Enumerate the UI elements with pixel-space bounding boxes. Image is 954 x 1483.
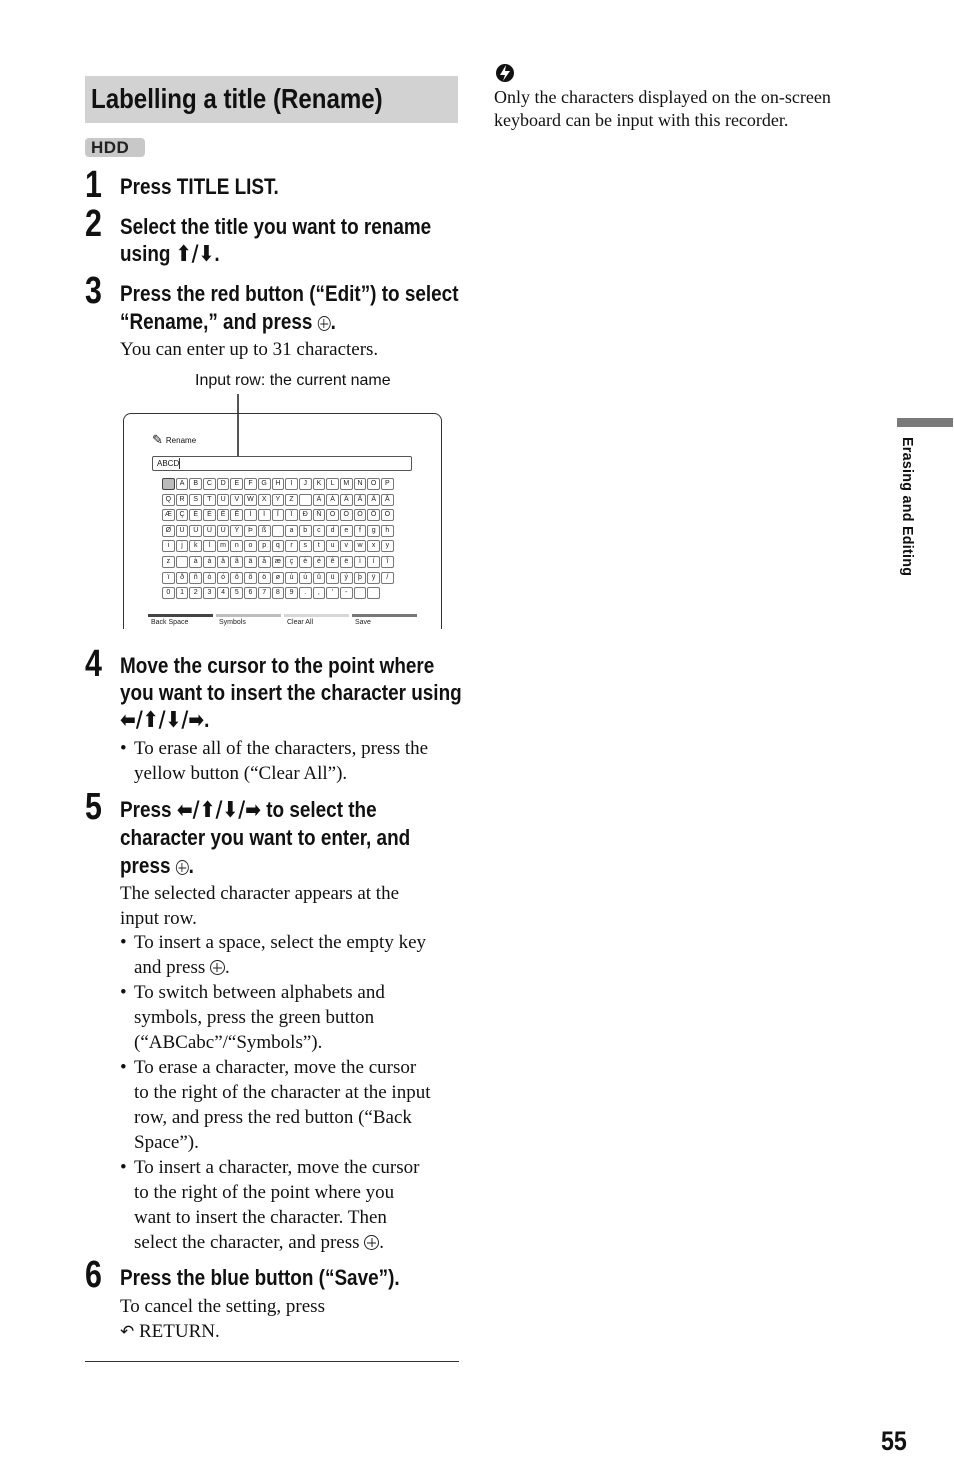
keyboard-key[interactable]: ù bbox=[285, 572, 298, 584]
keyboard-key[interactable]: Ê bbox=[217, 509, 230, 521]
step-4-line-1: Move the cursor to the point where bbox=[120, 653, 435, 678]
hdd-badge bbox=[85, 138, 145, 157]
keyboard-key[interactable]: X bbox=[258, 494, 271, 506]
keyboard-key[interactable]: Q bbox=[162, 494, 175, 506]
bullet-line: To erase a character, move the cursor bbox=[134, 1057, 417, 1078]
step-3-body: You can enter up to 31 characters. bbox=[120, 339, 379, 360]
keyboard-key[interactable]: T bbox=[203, 494, 216, 506]
keyboard-key[interactable]: c bbox=[313, 525, 326, 537]
keyboard-key[interactable]: Ë bbox=[230, 509, 243, 521]
bullet-line: (“ABCabc”/“Symbols”). bbox=[134, 1032, 323, 1053]
step-5-press: Press bbox=[120, 797, 172, 822]
keyboard-key[interactable]: Ô bbox=[354, 509, 367, 521]
keyboard-key[interactable]: 6 bbox=[244, 587, 257, 599]
keyboard-key[interactable]: s bbox=[299, 540, 312, 552]
keyboard-key[interactable]: Z bbox=[285, 494, 298, 506]
enter-button-icon bbox=[176, 860, 189, 875]
keyboard-key[interactable]: ñ bbox=[189, 572, 202, 584]
keyboard-key[interactable]: 1 bbox=[176, 587, 189, 599]
color-button-bar bbox=[284, 614, 349, 617]
return-icon: ↶ bbox=[120, 1322, 135, 1342]
bullet-line: Space”). bbox=[134, 1132, 199, 1153]
keyboard-key[interactable]: r bbox=[285, 540, 298, 552]
keyboard-key[interactable]: O bbox=[367, 478, 380, 490]
keyboard-key[interactable]: â bbox=[217, 556, 230, 568]
step-6-text: Press the blue button (“Save”). bbox=[120, 1265, 400, 1290]
keyboard-row bbox=[162, 587, 380, 599]
keyboard-key[interactable]: Õ bbox=[367, 509, 380, 521]
keyboard-key[interactable] bbox=[176, 556, 189, 568]
keyboard-key[interactable]: È bbox=[189, 509, 202, 521]
color-button-label: Clear All bbox=[287, 619, 314, 626]
step-2-line-2: using ⬆/⬇. bbox=[120, 241, 220, 267]
direction-arrows-icon: ⬅/⬆/⬇/➡ bbox=[120, 708, 205, 733]
step-5-bullet-1: • To insert a space, select the empty key and press . bbox=[120, 930, 465, 980]
keyboard-key[interactable]: v bbox=[340, 540, 353, 552]
keyboard-key[interactable]: a bbox=[285, 525, 298, 537]
direction-arrows-icon: ⬅/⬆/⬇/➡ bbox=[176, 798, 261, 823]
keyboard-key[interactable]: ß bbox=[258, 525, 271, 537]
keyboard-key[interactable]: C bbox=[203, 478, 216, 490]
keyboard-key[interactable]: u bbox=[326, 540, 339, 552]
keyboard-key[interactable]: í bbox=[367, 556, 380, 568]
keyboard-key[interactable]: Ø bbox=[162, 525, 175, 537]
keyboard-key[interactable] bbox=[367, 587, 380, 599]
step-3-and-press: “Rename,” and press bbox=[120, 309, 313, 334]
color-button-label: Back Space bbox=[151, 619, 189, 626]
keyboard-key[interactable]: Ò bbox=[326, 509, 339, 521]
keyboard-key[interactable]: ý bbox=[340, 572, 353, 584]
step-2-line-1: Select the title you want to rename bbox=[120, 214, 432, 239]
keyboard-key[interactable]: 4 bbox=[217, 587, 230, 599]
keyboard-key[interactable]: f bbox=[354, 525, 367, 537]
step-4-number: 4 bbox=[85, 643, 102, 685]
keyboard-key[interactable]: ê bbox=[326, 556, 339, 568]
keyboard-key[interactable]: l bbox=[203, 540, 216, 552]
keyboard-key[interactable]: j bbox=[176, 540, 189, 552]
color-button-label: Symbols bbox=[219, 619, 246, 626]
step-6-number: 6 bbox=[85, 1254, 102, 1296]
keyboard-key[interactable]: N bbox=[354, 478, 367, 490]
keyboard-key[interactable]: õ bbox=[244, 572, 257, 584]
step-5-press-2: press bbox=[120, 853, 171, 878]
keyboard-key[interactable]: 5 bbox=[230, 587, 243, 599]
keyboard-key[interactable]: á bbox=[203, 556, 216, 568]
bullet-line: want to insert the character. Then bbox=[134, 1207, 387, 1228]
bullet-line: row, and press the red button (“Back bbox=[134, 1107, 412, 1128]
step-3-line-1: Press the red button (“Edit”) to select bbox=[120, 281, 459, 306]
keyboard-row bbox=[162, 509, 394, 521]
tip-line: Only the characters displayed on the on-screen bbox=[494, 87, 831, 107]
keyboard-key[interactable]: Ü bbox=[217, 525, 230, 537]
tip-text bbox=[494, 86, 831, 132]
keyboard-key[interactable]: H bbox=[272, 478, 285, 490]
tip-line: keyboard can be input with this recorder. bbox=[494, 110, 789, 130]
keyboard-key[interactable]: Ç bbox=[176, 509, 189, 521]
keyboard-key[interactable]: î bbox=[381, 556, 394, 568]
keyboard-key[interactable]: Ó bbox=[340, 509, 353, 521]
keyboard-key[interactable]: 9 bbox=[285, 587, 298, 599]
step-2-using: using bbox=[120, 241, 171, 266]
step-2-number: 2 bbox=[85, 203, 102, 245]
input-row[interactable] bbox=[152, 456, 412, 471]
keyboard-key[interactable]: Ý bbox=[230, 525, 243, 537]
step-5-bullet-3: • To erase a character, move the cursor to the right of the character at the input row, and press the red button (“Back Space”). bbox=[120, 1055, 465, 1155]
keyboard-key[interactable]: P bbox=[381, 478, 394, 490]
keyboard-key[interactable]: h bbox=[381, 525, 394, 537]
keyboard-key[interactable]: A bbox=[176, 478, 189, 490]
keyboard-key[interactable]: Ð bbox=[299, 509, 312, 521]
keyboard-key[interactable]: e bbox=[340, 525, 353, 537]
step-5-line-1 bbox=[120, 796, 377, 825]
keyboard-key[interactable]: ï bbox=[162, 572, 175, 584]
keyboard-key[interactable]: i bbox=[162, 540, 175, 552]
step-5-number: 5 bbox=[85, 786, 102, 828]
keyboard-key[interactable]: ô bbox=[230, 572, 243, 584]
keyboard-key[interactable]: m bbox=[217, 540, 230, 552]
keyboard-key[interactable]: ã bbox=[230, 556, 243, 568]
color-button-bar bbox=[148, 614, 213, 617]
keyboard-key[interactable]: Þ bbox=[244, 525, 257, 537]
keyboard-key[interactable]: Í bbox=[258, 509, 271, 521]
keyboard-key[interactable]: q bbox=[272, 540, 285, 552]
keyboard-key[interactable]: , bbox=[313, 587, 326, 599]
keyboard-row bbox=[162, 494, 394, 506]
keyboard-key[interactable]: F bbox=[244, 478, 257, 490]
keyboard-key[interactable]: ' bbox=[326, 587, 339, 599]
keyboard-key[interactable] bbox=[162, 478, 175, 490]
keyboard-key[interactable]: ä bbox=[244, 556, 257, 568]
keyboard-key[interactable]: à bbox=[189, 556, 202, 568]
step-1-text: Press TITLE LIST. bbox=[120, 174, 279, 199]
bullet-line: To switch between alphabets and bbox=[134, 982, 385, 1003]
keyboard-key[interactable]: L bbox=[326, 478, 339, 490]
keyboard-key[interactable]: å bbox=[258, 556, 271, 568]
keyboard-key[interactable]: - bbox=[340, 587, 353, 599]
keyboard-key[interactable]: n bbox=[230, 540, 243, 552]
keyboard-row bbox=[162, 478, 394, 490]
keyboard-key[interactable]: y bbox=[381, 540, 394, 552]
keyboard-row bbox=[162, 572, 394, 584]
keyboard-key[interactable]: Ã bbox=[354, 494, 367, 506]
step-6-body-1: To cancel the setting, press bbox=[120, 1296, 325, 1317]
keyboard-key[interactable]: ò bbox=[203, 572, 216, 584]
step-4-bullet: • To erase all of the characters, press the yellow button (“Clear All”). bbox=[120, 736, 465, 786]
keyboard-key[interactable]: þ bbox=[354, 572, 367, 584]
keyboard-key[interactable]: z bbox=[162, 556, 175, 568]
keyboard-key[interactable] bbox=[272, 525, 285, 537]
keyboard-key[interactable]: U bbox=[217, 494, 230, 506]
color-button-label: Save bbox=[355, 619, 371, 626]
rename-header-label: Rename bbox=[165, 435, 197, 445]
color-button[interactable] bbox=[284, 614, 349, 626]
step-3-line-2: “Rename,” and press . bbox=[120, 309, 336, 334]
section-rule bbox=[85, 1361, 459, 1362]
keyboard-key[interactable]: Û bbox=[203, 525, 216, 537]
section-title-bar bbox=[85, 76, 458, 123]
step-5-bullet-4: • To insert a character, move the cursor to the right of the point where you want to insert the character. Then select the character, and press . bbox=[120, 1155, 465, 1255]
bullet-line: To insert a space, select the empty key bbox=[134, 932, 427, 953]
keyboard-key[interactable]: ö bbox=[258, 572, 271, 584]
keyboard-key[interactable]: Á bbox=[326, 494, 339, 506]
color-button-bar bbox=[216, 614, 281, 617]
keyboard-key[interactable]: Â bbox=[340, 494, 353, 506]
keyboard-key[interactable]: æ bbox=[272, 556, 285, 568]
enter-button-icon bbox=[364, 1235, 379, 1250]
keyboard-row bbox=[162, 525, 394, 537]
keyboard-key[interactable]: ó bbox=[217, 572, 230, 584]
bullet-line: to the right of the point where you bbox=[134, 1182, 395, 1203]
step-5-line-3: press . bbox=[120, 853, 194, 878]
keyboard-key[interactable]: ç bbox=[285, 556, 298, 568]
keyboard-key[interactable]: Å bbox=[381, 494, 394, 506]
keyboard-key[interactable]: Ì bbox=[244, 509, 257, 521]
keyboard-key[interactable]: V bbox=[230, 494, 243, 506]
side-tab-bar bbox=[897, 418, 953, 427]
color-button[interactable] bbox=[352, 614, 417, 626]
step-3-number: 3 bbox=[85, 270, 102, 312]
keyboard-key[interactable]: . bbox=[299, 587, 312, 599]
bullet-line: select the character, and press bbox=[134, 1232, 360, 1253]
keyboard-key[interactable]: ë bbox=[340, 556, 353, 568]
keyboard-key[interactable]: ø bbox=[272, 572, 285, 584]
keyboard-key[interactable]: o bbox=[244, 540, 257, 552]
keyboard-key[interactable]: g bbox=[367, 525, 380, 537]
keyboard-row bbox=[162, 540, 394, 552]
keyboard-key[interactable]: ÿ bbox=[367, 572, 380, 584]
keyboard-key[interactable]: B bbox=[189, 478, 202, 490]
keyboard-key[interactable]: J bbox=[299, 478, 312, 490]
bullet-line: and press bbox=[134, 957, 206, 978]
keyboard-key[interactable]: é bbox=[313, 556, 326, 568]
keyboard-key[interactable]: Ù bbox=[176, 525, 189, 537]
side-tab-label: Erasing and Editing bbox=[899, 437, 916, 577]
keyboard-key[interactable]: t bbox=[313, 540, 326, 552]
keyboard-key[interactable]: S bbox=[189, 494, 202, 506]
keyboard-key[interactable]: ü bbox=[326, 572, 339, 584]
keyboard-key[interactable]: Ö bbox=[381, 509, 394, 521]
step-4-line-2: you want to insert the character using bbox=[120, 680, 462, 705]
keyboard-key[interactable]: ð bbox=[176, 572, 189, 584]
bullet-line: To insert a character, move the cursor bbox=[134, 1157, 420, 1178]
color-button[interactable] bbox=[216, 614, 281, 626]
keyboard-key[interactable]: R bbox=[176, 494, 189, 506]
color-button-bar bbox=[352, 614, 417, 617]
keyboard-key[interactable]: è bbox=[299, 556, 312, 568]
rename-screen bbox=[123, 413, 442, 629]
keyboard-key[interactable]: k bbox=[189, 540, 202, 552]
keyboard-key[interactable]: ú bbox=[299, 572, 312, 584]
keyboard-key[interactable]: G bbox=[258, 478, 271, 490]
keyboard-key[interactable]: x bbox=[367, 540, 380, 552]
keyboard-key[interactable]: Î bbox=[272, 509, 285, 521]
keyboard-key[interactable]: û bbox=[313, 572, 326, 584]
keyboard-key[interactable]: 3 bbox=[203, 587, 216, 599]
tip-icon bbox=[494, 62, 516, 89]
return-label: RETURN. bbox=[139, 1321, 220, 1342]
color-button[interactable] bbox=[148, 614, 213, 626]
keyboard-key[interactable]: M bbox=[340, 478, 353, 490]
enter-button-icon bbox=[210, 960, 225, 975]
enter-button-icon bbox=[318, 316, 331, 331]
bullet-line: yellow button (“Clear All”). bbox=[134, 763, 348, 784]
step-5-bullet-2: • To switch between alphabets and symbols, press the green button (“ABCabc”/“Symbols”). bbox=[120, 980, 465, 1055]
keyboard-key[interactable]: É bbox=[203, 509, 216, 521]
section-title: Labelling a title (Rename) bbox=[91, 83, 383, 114]
step-5-body-2: input row. bbox=[120, 908, 197, 929]
keyboard-key[interactable]: D bbox=[217, 478, 230, 490]
bullet-line: To erase all of the characters, press the bbox=[134, 738, 429, 759]
keyboard-key[interactable]: 8 bbox=[272, 587, 285, 599]
keyboard-key[interactable]: À bbox=[313, 494, 326, 506]
keyboard-key[interactable] bbox=[299, 494, 312, 506]
keyboard-key[interactable]: K bbox=[313, 478, 326, 490]
keyboard-key[interactable]: Y bbox=[272, 494, 285, 506]
keyboard-key[interactable]: W bbox=[244, 494, 257, 506]
hdd-badge-label: HDD bbox=[91, 138, 130, 157]
keyboard-key[interactable]: 2 bbox=[189, 587, 202, 599]
figure-callout: Input row: the current name bbox=[195, 372, 391, 389]
keyboard-key[interactable]: Ä bbox=[367, 494, 380, 506]
bullet-line: to the right of the character at the input bbox=[134, 1082, 431, 1103]
pencil-icon: ✎ bbox=[152, 432, 163, 447]
keyboard-key[interactable]: Ï bbox=[285, 509, 298, 521]
bullet-line: symbols, press the green button bbox=[134, 1007, 375, 1028]
page-number: 55 bbox=[881, 1426, 907, 1456]
keyboard-key[interactable]: Æ bbox=[162, 509, 175, 521]
input-row-value: ABCD bbox=[157, 459, 180, 468]
text-cursor bbox=[179, 458, 180, 469]
step-1-number: 1 bbox=[85, 164, 102, 206]
keyboard-key[interactable]: Ñ bbox=[313, 509, 326, 521]
keyboard-key[interactable]: ì bbox=[354, 556, 367, 568]
up-down-arrow-icon: ⬆/⬇ bbox=[175, 242, 215, 267]
keyboard-key[interactable]: w bbox=[354, 540, 367, 552]
step-5-to-select: to select the bbox=[266, 797, 377, 822]
keyboard-key[interactable]: Ú bbox=[189, 525, 202, 537]
keyboard-key[interactable] bbox=[354, 587, 367, 599]
rename-header bbox=[152, 432, 196, 448]
keyboard-key[interactable]: 7 bbox=[258, 587, 271, 599]
step-6-body-2 bbox=[120, 1319, 220, 1345]
step-5-line-2: character you want to enter, and bbox=[120, 825, 411, 850]
keyboard-key[interactable]: 0 bbox=[162, 587, 175, 599]
keyboard-key[interactable]: b bbox=[299, 525, 312, 537]
keyboard-key[interactable]: d bbox=[326, 525, 339, 537]
keyboard-key[interactable]: / bbox=[381, 572, 394, 584]
step-5-body-1: The selected character appears at the bbox=[120, 883, 400, 904]
keyboard-key[interactable]: I bbox=[285, 478, 298, 490]
keyboard-key[interactable]: p bbox=[258, 540, 271, 552]
step-4-line-3: ⬅/⬆/⬇/➡. bbox=[120, 707, 210, 733]
keyboard-key[interactable]: E bbox=[230, 478, 243, 490]
keyboard-row bbox=[162, 556, 394, 568]
